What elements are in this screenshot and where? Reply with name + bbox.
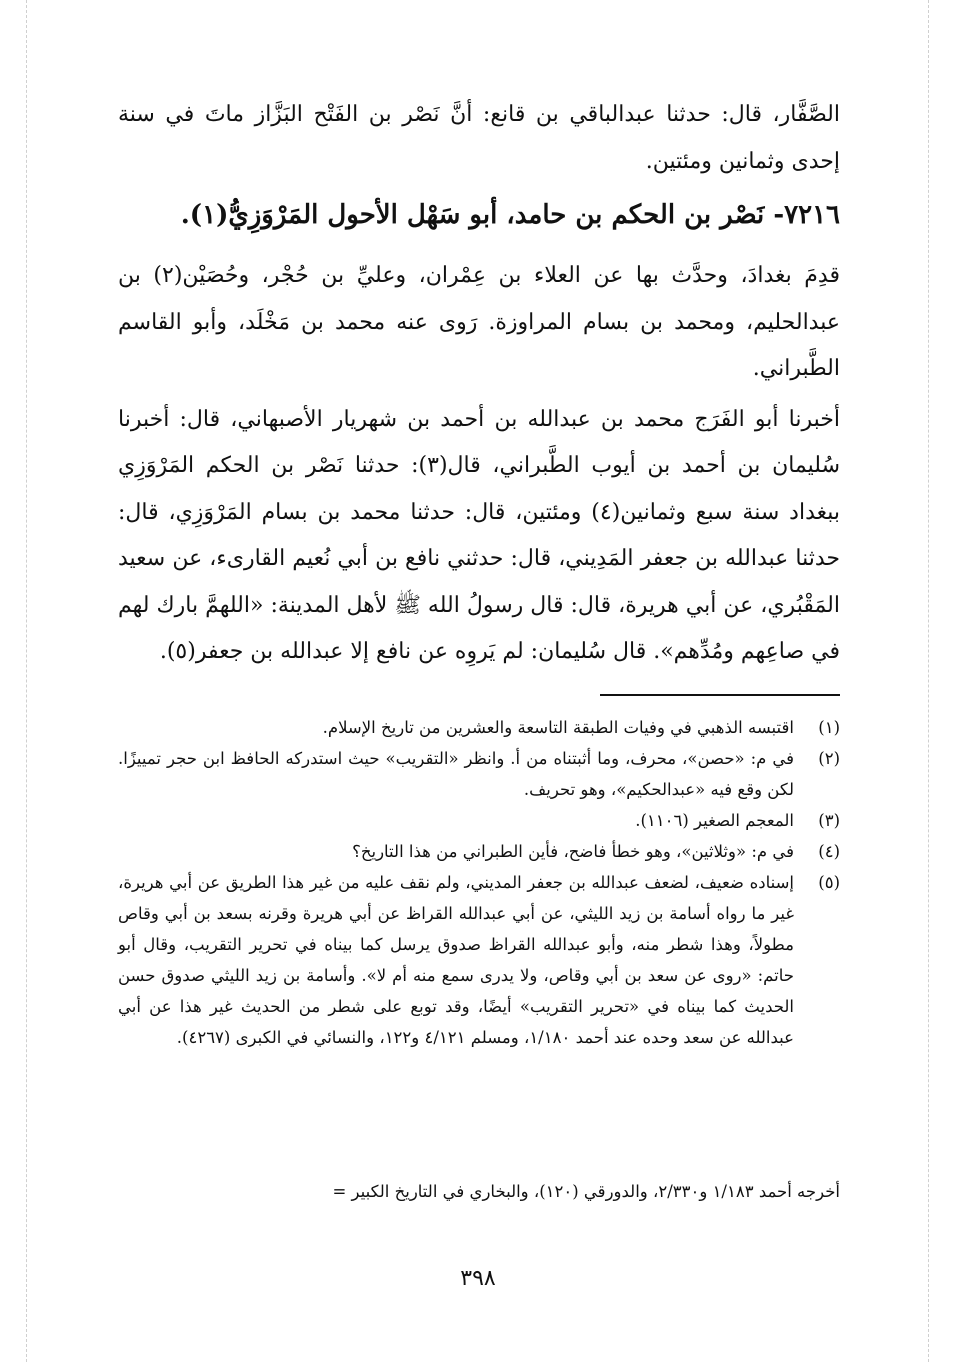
entry-heading: ٧٢١٦- نَصْر بن الحكم بن حامد، أبو سَهْل الأحول المَرْوَزِيُّ(١). bbox=[180, 200, 840, 230]
footnote-text: اقتبسه الذهبي في وفيات الطبقة التاسعة والعشرين من تاريخ الإسلام. bbox=[322, 718, 794, 737]
main-text bbox=[118, 92, 840, 676]
footnote-text: المعجم الصغير (١١٠٦). bbox=[635, 811, 794, 830]
footnote bbox=[118, 712, 840, 743]
footnote-number: (٢) bbox=[818, 749, 840, 768]
footnote-text: في م: «وثلاثين»، وهو خطأ فاضح، فأين الطبراني من هذا التاريخ؟ bbox=[352, 842, 794, 861]
footnote-number: (٣) bbox=[818, 811, 840, 830]
page-number: ٣٩٨ bbox=[460, 1266, 496, 1291]
footnote-number: (٥) bbox=[818, 873, 840, 892]
margin-rule-left bbox=[26, 0, 27, 1362]
footnote-number: (١) bbox=[818, 718, 840, 737]
footnote bbox=[118, 836, 840, 867]
footnote bbox=[118, 867, 840, 1053]
footnote-text: في م: «حصن»، محرف، وما أثبتناه من أ. وانظر «التقريب» حيث استدركه الحافظ ابن حجر تمييزًا. لكن وقع فيه «عبدالحكيم»، وهو تحريف. bbox=[118, 749, 794, 799]
footnote-text: إسناده ضعيف، لضعف عبدالله بن جعفر المديني، ولم نقف عليه من غير هذا الطريق عن أبي هريرة، غير ما رواه أسامة بن زيد الليثي، عن أبي عبدالله القراظ عن أبي هريرة وقرنه بسعد بن أبي وقاص مطولاً، وهذا شطر منه، وأبو عبدالله القراظ صدوق يرسل كما بيناه في تحرير التقريب، وقال أبو حاتم: «روى عن سعد بن أبي وقاص، ولا يدرى سمع منه أم لا». وأسامة بن زيد الليثي صدوق حسن الحديث كما بيناه في «تحرير التقريب» أيضًا، وقد توبع على شطر من الحديث غير هذا عن أبي عبدالله عن سعد وحده عند أحمد ١/١٨٠، ومسلم ٤/١٢١ و١٢٢، والنسائي في الكبرى (٤٢٦٧). bbox=[118, 873, 795, 1047]
footnote bbox=[118, 805, 840, 836]
opening-paragraph: الصَّفَّار، قال: حدثنا عبدالباقي بن قانع: أنَّ نَصْر بن الفَتْح البَزَّاز ماتَ في سنة إحدى وثمانين ومئتين. bbox=[118, 102, 840, 174]
biography-paragraph: قدِمَ بغدادَ، وحدَّث بها عن العلاء بن عِمْران، وعليِّ بن حُجْر، وحُصَيْن(٢) بن عبدالحليم، ومحمد بن بسام المراوزة. رَوى عنه محمد بن مَخْلَد، وأبو القاسم الطَّبراني. bbox=[118, 263, 840, 381]
footnote bbox=[118, 743, 840, 805]
footnotes bbox=[118, 712, 840, 1053]
margin-rule-right bbox=[928, 0, 929, 1362]
footnote-number: (٤) bbox=[818, 842, 840, 861]
footnote-divider bbox=[600, 694, 840, 696]
hadith-paragraph: أخبرنا أبو الفَرَج محمد بن عبدالله بن أحمد بن شهريار الأصبهاني، قال: أخبرنا سُليمان بن أحمد بن أيوب الطَّبراني، قال(٣): حدثنا نَصْر بن الحكم المَرْوَزِي ببغداد سنة سبع وثمانين(٤) ومئتين، قال: حدثنا محمد بن بسام المَرْوَزِي، قال: حدثنا عبدالله بن جعفر المَدِيني، قال: حدثني نافع بن أبي نُعيم القارىء، عن سعيد المَقْبُري، عن أبي هريرة، قال: قال رسولُ الله ﷺ لأهل المدينة: «اللهمَّ بارك لهم في صاعِهم ومُدِّهم». قال سُليمان: لم يَروِه عن نافع إلا عبدالله بن جعفر(٥). bbox=[118, 406, 840, 664]
footnote-continuation: أخرجه أحمد ١/١٨٣ و٢/٣٣٠، والدورقي (١٢٠)، والبخاري في التاريخ الكبير = bbox=[332, 1182, 840, 1201]
